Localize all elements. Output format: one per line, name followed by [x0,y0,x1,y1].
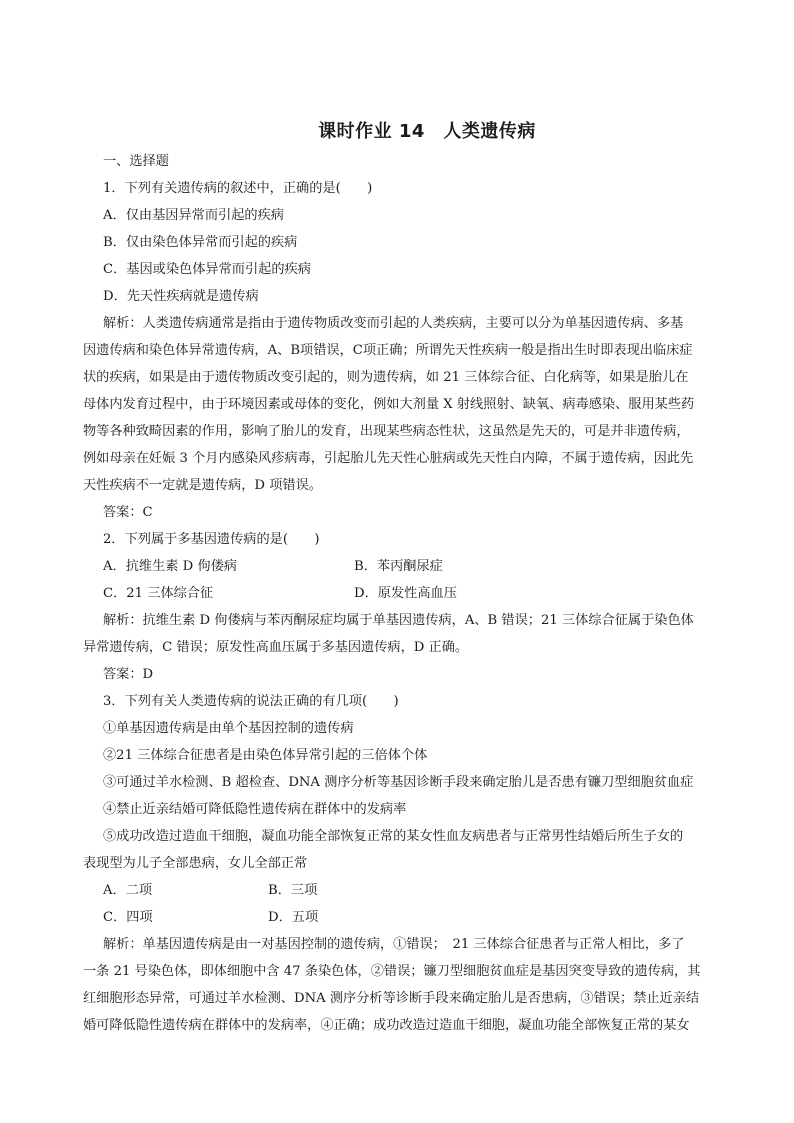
question-1-analysis-line: 母体内发育过程中，由于环境因素或母体的变化，例如大剂量 X 射线照射、缺氧、病毒感染、服用某些药 [83,397,695,412]
question-3-statement: ①单基因遗传病是由单个基因控制的遗传病 [103,721,354,736]
question-3-options-row-2 [103,904,720,931]
question-3-option-c: C．四项 [103,910,153,925]
question-2-options-row-1 [103,553,720,580]
question-1-option-a: A．仅由基因异常而引起的疾病 [103,208,284,223]
question-2-option-d: D．原发性高血压 [354,586,457,601]
question-1-stem: 1．下列有关遗传病的叙述中，正确的是( ) [103,181,373,196]
question-3-analysis-line: 红细胞形态异常，可通过羊水检测、DNA 测序分析等诊断手段来确定胎儿是否患病，③错误；禁止近亲结 [83,991,700,1006]
question-3-option-d: D．五项 [268,910,319,925]
document-body [83,148,720,1039]
question-1-analysis-line: 例如母亲在妊娠 3 个月内感染风疹病毒，引起胎儿先天性心脏病或先天性白内障，不属于遗传病，因此先 [83,451,694,466]
question-1-option-b: B．仅由染色体异常而引起的疾病 [103,235,298,250]
question-2-stem: 2．下列属于多基因遗传病的是( ) [103,532,320,547]
question-3-stem: 3．下列有关人类遗传病的说法正确的有几项( ) [103,694,399,709]
question-1-option-c: C．基因或染色体异常而引起的疾病 [103,262,311,277]
question-2-analysis-line: 解析：抗维生素 D 佝偻病与苯丙酮尿症均属于单基因遗传病，A、B 错误；21 三体综合征属于染色体 [103,613,694,628]
question-2-analysis-line: 异常遗传病，C 错误；原发性高血压属于多基因遗传病，D 正确。 [83,640,469,655]
question-2-option-c: C．21 三体综合征 [103,586,214,601]
question-3-statement: ②21 三体综合征患者是由染色体异常引起的三倍体个体 [103,748,428,763]
question-3-options-row-1 [103,877,720,904]
question-2-option-a: A．抗维生素 D 佝偻病 [103,559,237,574]
question-1-answer: 答案：C [103,505,153,520]
question-1-analysis-line: 天性疾病不一定就是遗传病，D 项错误。 [83,478,322,493]
question-3-option-b: B．三项 [268,883,318,898]
question-1-analysis-line: 物等各种致畸因素的作用，影响了胎儿的发育，出现某些病态性状，这虽然是先天的，可是并非遗传病， [83,424,690,439]
question-2-options-row-2 [103,580,720,607]
question-3-statement: ⑤成功改造过造血干细胞，凝血功能全部恢复正常的某女性血友病患者与正常男性结婚后所生子女的 [103,829,684,844]
question-3-statement: 表现型为儿子全部患病，女儿全部正常 [83,856,308,871]
question-3-analysis-line: 解析：单基因遗传病是由一对基因控制的遗传病，①错误； 21 三体综合征患者与正常人相比，多了 [103,937,685,952]
question-2-option-b: B．苯丙酮尿症 [354,559,443,574]
question-1-analysis-line: 状的疾病，如果是由于遗传物质改变引起的，则为遗传病，如 21 三体综合征、白化病等，如果是胎儿在 [83,370,689,385]
question-3-option-a: A．二项 [103,883,153,898]
question-1-analysis-line: 因遗传病和染色体异常遗传病，A、B项错误，C项正确；所谓先天性疾病一般是指出生时即表现出临床症 [83,343,693,358]
question-2-answer: 答案：D [103,667,154,682]
question-3-statement: ④禁止近亲结婚可降低隐性遗传病在群体中的发病率 [103,802,407,817]
page-title: 课时作业 14 人类遗传病 [318,121,536,142]
question-1-option-d: D．先天性疾病就是遗传病 [103,289,259,304]
question-3-analysis-line: 婚可降低隐性遗传病在群体中的发病率，④正确；成功改造过造血干细胞，凝血功能全部恢复正常的某女 [83,1018,690,1033]
question-3-statement: ③可通过羊水检测、B 超检查、DNA 测序分析等基因诊断手段来确定胎儿是否患有镰刀型细胞贫血症 [103,775,694,790]
question-3-analysis-line: 一条 21 号染色体，即体细胞中含 47 条染色体，②错误；镰刀型细胞贫血症是基因突变导致的遗传病，其 [83,964,701,979]
question-1-analysis-line: 解析：人类遗传病通常是指由于遗传物质改变而引起的人类疾病，主要可以分为单基因遗传病、多基 [103,316,684,331]
section-heading: 一、选择题 [103,154,169,169]
